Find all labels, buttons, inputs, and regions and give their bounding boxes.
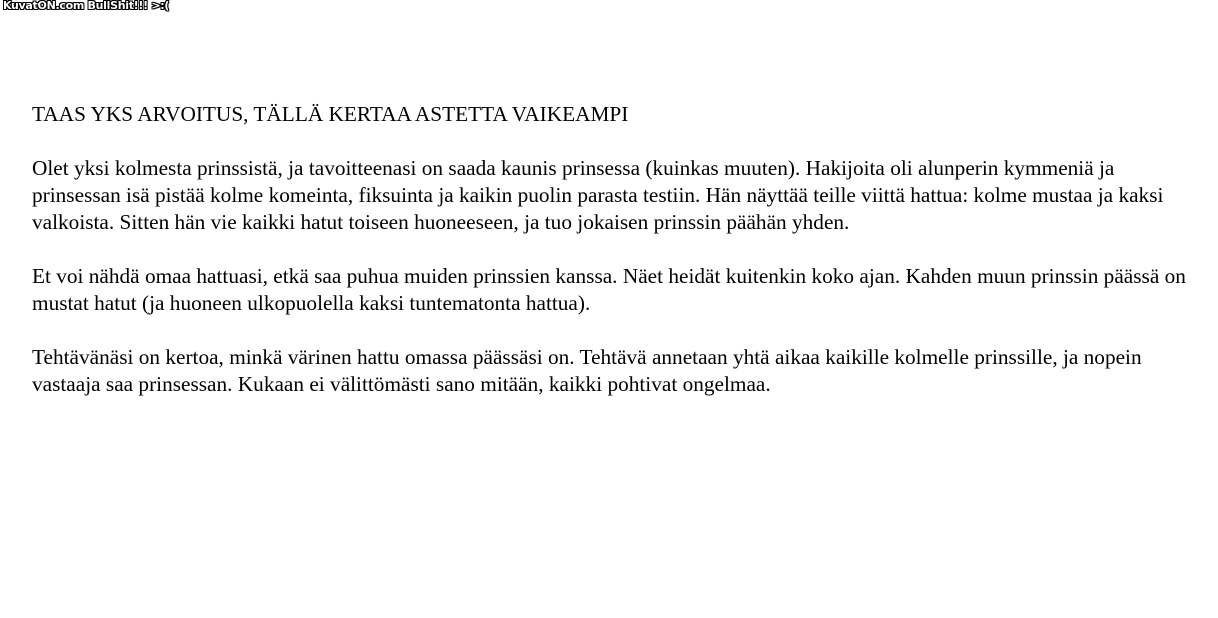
paragraph-2: Et voi nähdä omaa hattuasi, etkä saa puhua muiden prinssien kanssa. Näet heidät kuitenkin koko ajan. Kahden muun prinssin päässä on mustat hatut (ja huoneen ulkopuolella kaksi tuntematonta hattua). (32, 264, 1186, 315)
document-body (32, 101, 1192, 425)
watermark-text: KuvatON.com BullShit!!! >:( (3, 0, 170, 12)
document-title: TAAS YKS ARVOITUS, TÄLLÄ KERTAA ASTETTA VAIKEAMPI (32, 102, 629, 126)
paragraph-3: Tehtävänäsi on kertoa, minkä värinen hattu omassa päässäsi on. Tehtävä annetaan yhtä aikaa kaikille kolmelle prinssille, ja nopein vastaaja saa prinsessan. Kukaan ei välittömästi sano mitään, kaikki pohtivat ongelmaa. (32, 345, 1142, 396)
paragraph-1: Olet yksi kolmesta prinssistä, ja tavoitteenasi on saada kaunis prinsessa (kuinkas muuten). Hakijoita oli alunperin kymmeniä ja prinsessan isä pistää kolme komeinta, fiksuinta ja kaikin puolin parasta testiin. Hän näyttää teille viittä hattua: kolme mustaa ja kaksi valkoista. Sitten hän vie kaikki hatut toiseen huoneeseen, ja tuo jokaisen prinssin päähän yhden. (32, 156, 1164, 234)
